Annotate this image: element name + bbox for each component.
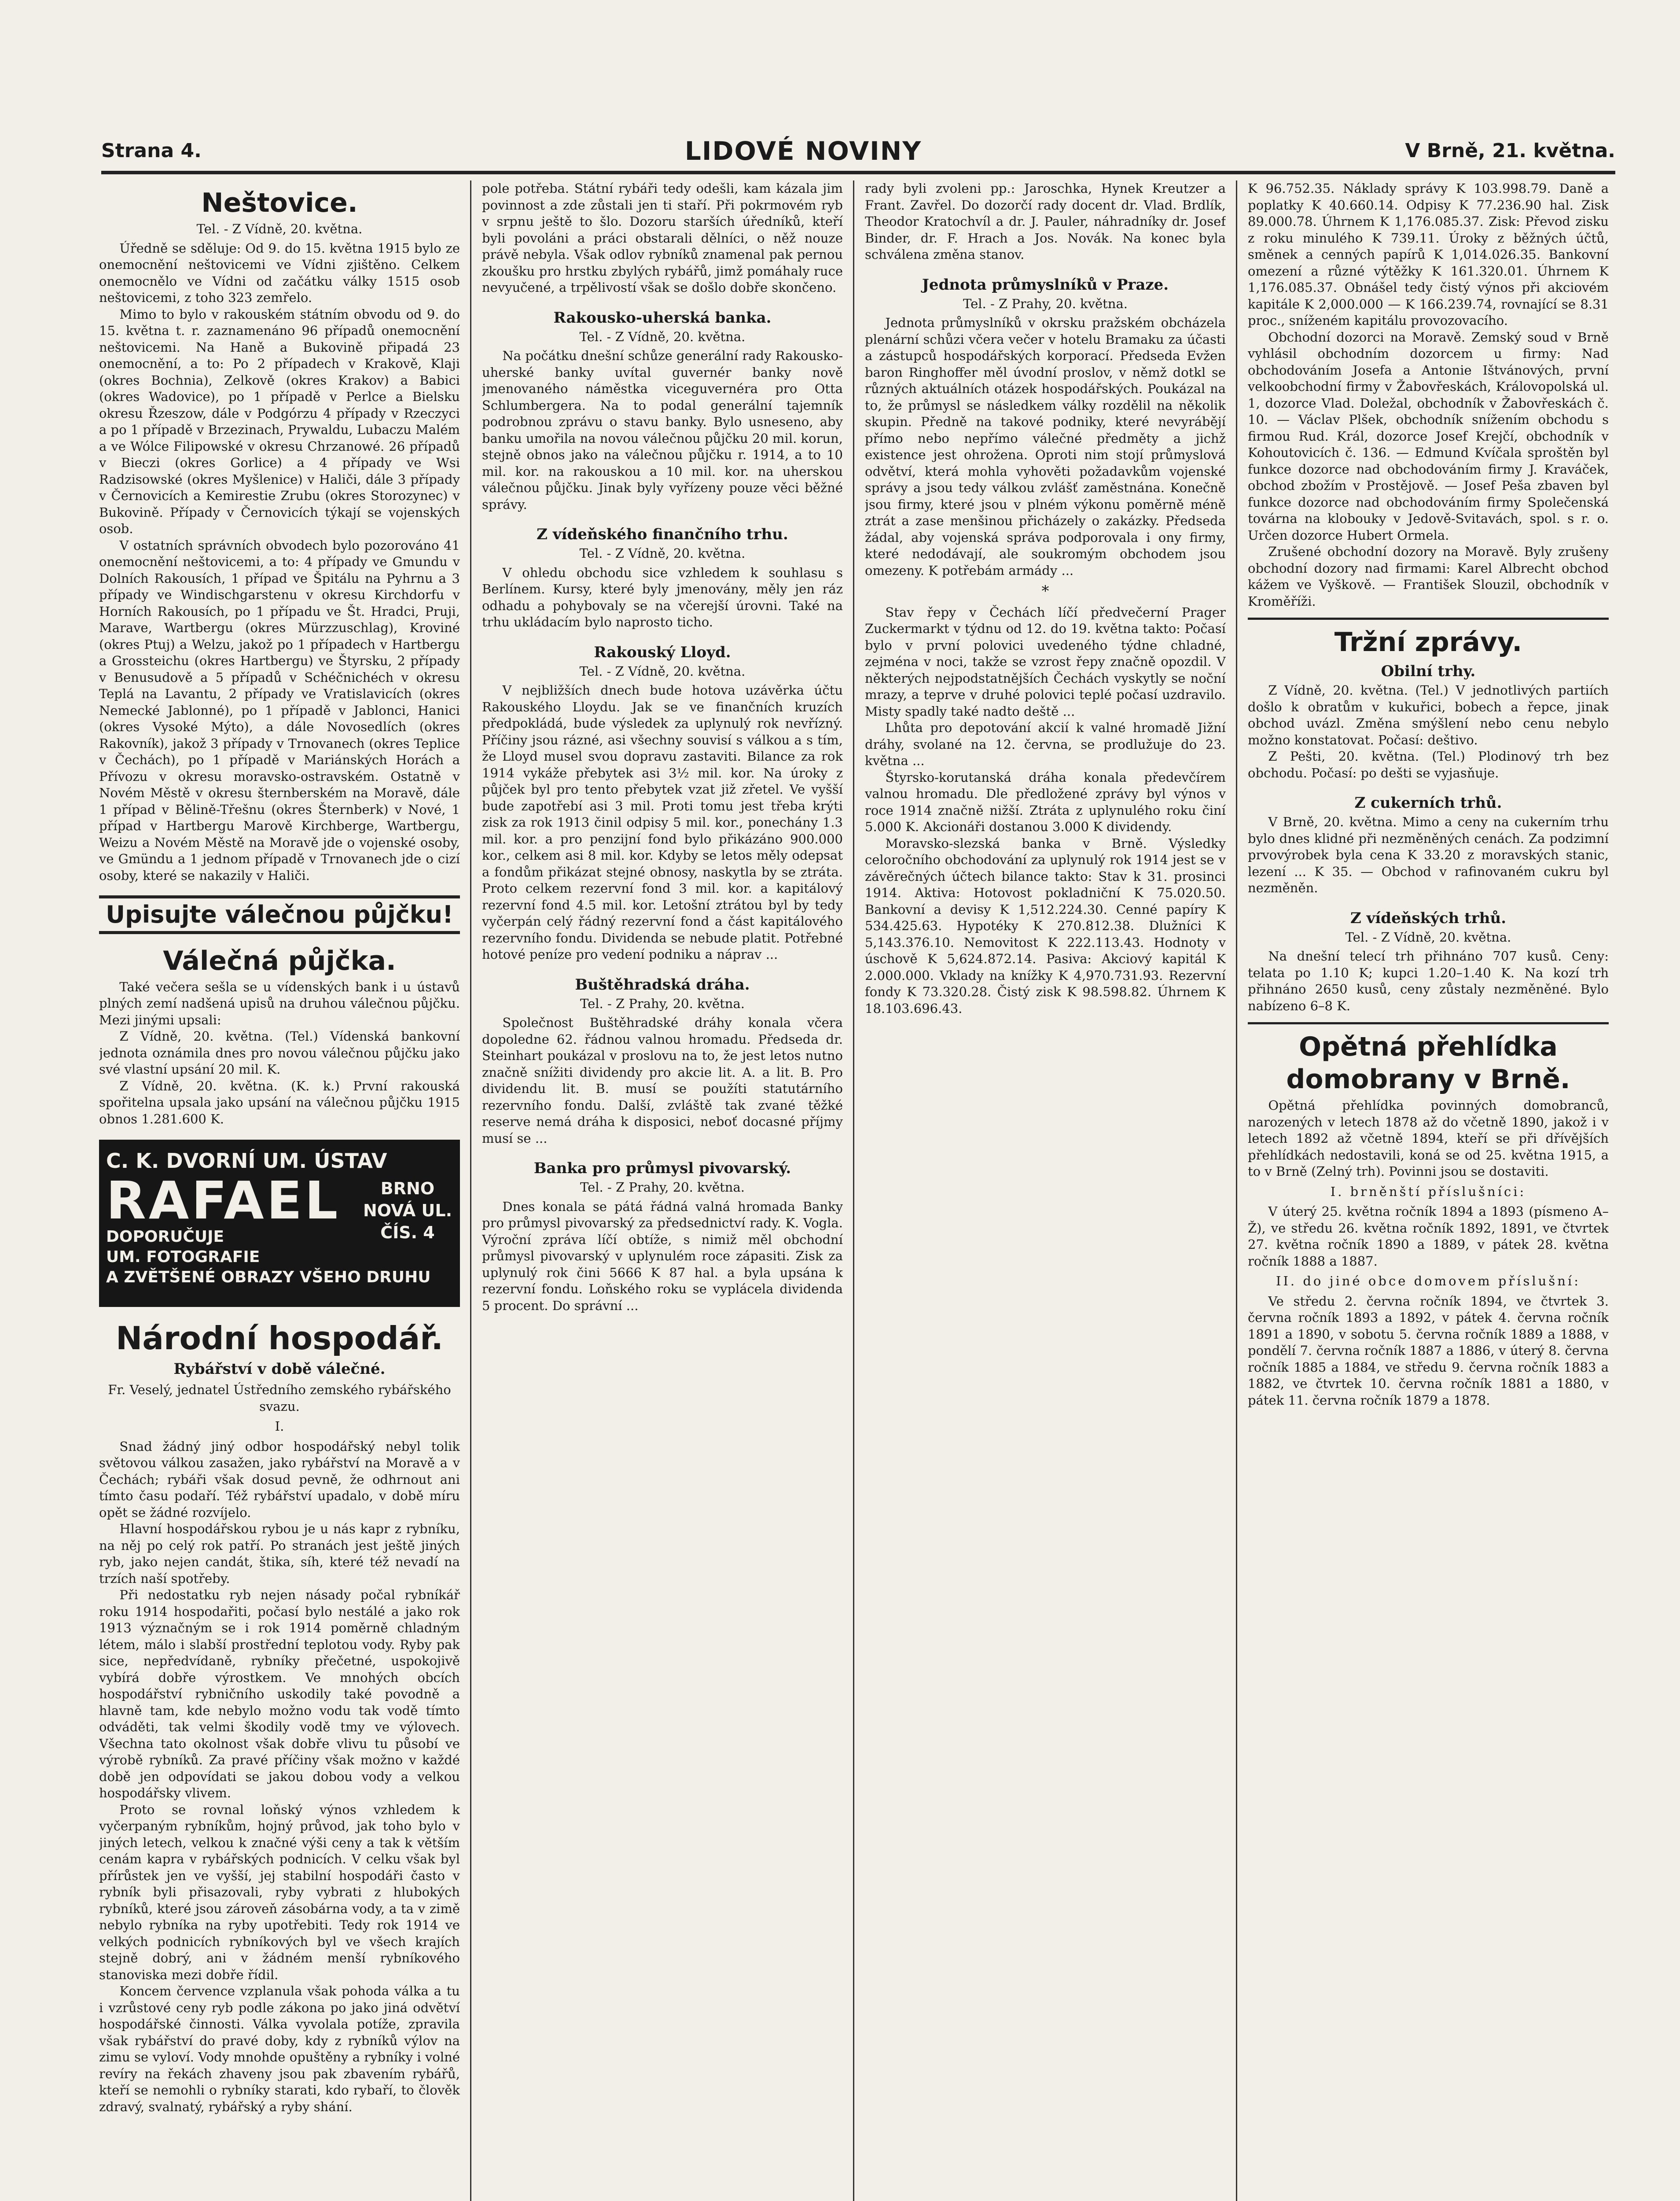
column-2 xyxy=(482,180,843,2201)
article-paragraph: Z Vídně, 20. května. (K. k.) První rakouská spořitelna upsala jako upsání na válečnou půjčku 1915 obnos 1.281.600 K. xyxy=(99,1078,460,1126)
column-1 xyxy=(99,180,460,2201)
article-paragraph: Ve středu 2. června ročník 1894, ve čtvrtek 3. června ročník 1893 a 1892, v pátek 4. června ročník 1891 a 1890, v sobotu 5. června ročník 1889 a 1888, v pondělí 7. června ročník 1887 a 1886, v úterý 8. června ročník 1885 a 1884, ve středu 9. června ročník 1883 a 1882, ve čtvrtek 10. června ročník 1881 a 1880, v pátek 11. června ročník 1879 a 1878. xyxy=(1248,1293,1609,1408)
column-4 xyxy=(1248,180,1609,2201)
article-paragraph: Z Vídně, 20. května. (Tel.) V jednotlivých partiích došlo k obratům v kukuřici, bobech a řepce, jinak obchod uvázl. Změna smýšlení nebo cenu nebylo možno konstatovat. Počasí: deštivo. xyxy=(1248,683,1609,747)
column-divider xyxy=(470,180,471,2201)
article-paragraph: Mimo to bylo v rakouském státním obvodu od 9. do 15. května t. r. zaznamenáno 96 případů onemocnění neštovicemi. Na Haně a Bukovině připadá 23 onemocnění, a to: Po 2 případech v Krakově, Klaji (okres Bochnia), Zelkově (okres Krakov) a Babici (okres Wadovice), po 1 případě v Perlce a Bielsku okresu Řzeszow, dále v Podgórzu 4 případy v Rzeczyci a po 1 případě v Brzezinach, Prywaldu, Lubaczu Malém a ve Wólce Filipowské v okresu Chrzanowé. 26 případů v Bieczi (okres Gorlice) a 4 případy ve Wsi Radzisowské (okres Myšlenice) v Haliči, dále 3 případy v Černovicích a Kemirestie Zrubu (okres Storozynec) v Bukovině. Případy v Černovicích týkají se vojenských osob. xyxy=(99,306,460,536)
article-paragraph: V Brně, 20. května. Mimo a ceny na cukerním trhu bylo dnes klidné při nezměněných cenách. Za podzimní prvovýrobek byla cena K 33.20 z moravských stanic, lezení ... K 35. — Obchod v rafinovaném cukru byl nezměněn. xyxy=(1248,814,1609,895)
article-heading: Jednota průmyslníků v Praze. xyxy=(922,276,1169,294)
article-heading-smallpox: Neštovice. xyxy=(201,188,358,218)
ad-line: A ZVĚTŠENÉ OBRAZY VŠEHO DRUHU xyxy=(106,1268,431,1286)
dateline: Tel. - Z Prahy, 20. května. xyxy=(580,996,745,1011)
article-paragraph: Stav řepy v Čechách líčí předvečerní Prager Zuckermarkt v týdnu od 12. do 19. května takto: Počasí bylo v první polovici uvedeného týdne chladné, zejména v noci, takže se vzrost řepy značně opozdil. V některých nejpodstatnějších Čechách vyskytly se noční mrazy, a teprve v druhé polovici teplé počasí uzdravilo. Misty spadly také nadto deště ... xyxy=(865,604,1226,719)
article-paragraph: Z Pešti, 20. května. (Tel.) Plodinový trh bez obchodu. Počasí: po dešti se vyjasňuje. xyxy=(1248,749,1609,780)
article-paragraph: Také večera sešla se u vídenských bank i u ústavů plných zemí nadšená upisů na druhou válečnou půjčku. Mezi jinými upsali: xyxy=(99,979,460,1027)
article-paragraph: Hlavní hospodářskou rybou je u nás kapr z rybníku, na něj po celý rok patří. Po stranách jest ještě jiných ryb, jako nejen candát, štika, síh, které též nevadí na trzích naší spotřeby. xyxy=(99,1521,460,1586)
article-heading: Buštěhradská dráha. xyxy=(575,975,750,994)
article-heading: Rakouský Lloyd. xyxy=(594,643,731,661)
subsection-heading: II. do jiné obce domovem příslušní: xyxy=(1276,1273,1581,1288)
ad-address xyxy=(363,1178,452,1244)
article-paragraph: Dnes konala se pátá řádná valná hromada Banky pro průmysl pivovarský za předsednictví rady. K. Vogla. Výroční zpráva líčí obtíže, s nimiž měl obchodní průmysl pivovarský v uplynulém roce zápasiti. Zisk za uplynulý rok čini 5666 K 87 hal. a byla upsána k rezervní fondu. Loňského roku se vyplácela dividenda 5 procent. Do správní ... xyxy=(482,1199,843,1313)
section-heading-economy: Národní hospodář. xyxy=(116,1320,443,1357)
photo-studio-advertisement xyxy=(99,1140,460,1307)
dateline: Tel. - Z Vídně, 20. května. xyxy=(196,221,363,236)
article-paragraph: pole potřeba. Státní rybáři tedy odešli, kam kázala jim povinnost a zde zůstali jen ti staří. Při pokrmovém ryb v srpnu ještě to šlo. Dozoru starších úředníků, kteří byli povoláni a práci obstarali dělníci, o něž nouze právě nebyla. Však odlov rybníků znamenal pak pernou zkoušku pro hrstku zbylých rybářů, jimž pomáhaly ruce nevyučené, a trpělivostí však se došlo dobře skončeno. xyxy=(482,181,843,295)
article-paragraph: Z Vídně, 20. května. (Tel.) Vídenská bankovní jednota oznámila dnes pro novou válečnou půjčku jako své vlastní upsání 20 mil. K. xyxy=(99,1029,460,1077)
dateline: Tel. - Z Vídně, 20. května. xyxy=(579,546,746,561)
ad-city: BRNO xyxy=(380,1179,435,1198)
section-rule xyxy=(1248,1022,1609,1024)
subsection-heading: I. brněnští příslušníci: xyxy=(1330,1184,1526,1199)
issue-date: V Brně, 21. května. xyxy=(1405,140,1615,162)
ad-street: NOVÁ UL. xyxy=(363,1201,452,1220)
article-paragraph: Opětná přehlídka povinných domobranců, narozených v letech 1878 až do včetně 1890, jakož i v letech 1892 až včetně 1894, kteří se při dřívějších přehlídkách nedostavili, koná se od 25. května 1915, a to v Brně (Zelný trh). Povinni jsou se dostaviti. xyxy=(1248,1098,1609,1179)
article-paragraph: Proto se rovnal loňský výnos vzhledem k vyčerpaným rybníkům, hojný průvod, jak toho bylo v jiných letech, velkou k značné výši ceny a tak k větším cenám kapra v rybářských podnicích. V celku však byl přírůstek jen ve vyšší, jej stabilní hospodáři často v rybník byli přisazovali, ryby vybrati z hlubokých rybníků, které jsou zároveň zásobárna vody, a ta v zimě nebylo rybníka na ryby upotřebiti. Tedy rok 1914 ve velkých podnicích rybníkových byl ve všech krajích stejně dobrý, ani v žádném menší rybníkového stanoviska mezi dobře řídil. xyxy=(99,1802,460,1982)
ad-line: DOPORUČUJE xyxy=(106,1228,224,1246)
dateline: Tel. - Z Prahy, 20. května. xyxy=(963,296,1128,311)
ad-number: ČÍS. 4 xyxy=(380,1223,435,1242)
article-paragraph: Moravsko-slezská banka v Brně. Výsledky celoročního obchodování za uplynulý rok 1914 jest se v závěrečných účtech bilance takto: Stav k 31. prosinci 1914. Aktiva: Hotovost pokladniční K 75.020.50. Bankovní a devisy K 1,512.224.30. Cenné papíry K 534.425.63. Hypotéky K 270.812.38. Dlužníci K 5,143.376.10. Nemovitost K 222.113.43. Hodnoty v úschově K 5,624.872.14. Pasiva: Akciový kapitál K 2.000.000. Vklady na knížky K 4,970.731.93. Rezervní fondy K 73.320.28. Čistý zisk K 98.598.82. Úhrnem K 18.103.696.43. xyxy=(865,835,1226,1016)
article-heading: Z cukerních trhů. xyxy=(1354,794,1502,812)
ad-firm-name: RAFAEL xyxy=(106,1170,341,1231)
section-rule xyxy=(1248,618,1609,620)
war-loan-banner: Upisujte válečnou půjčku! xyxy=(99,895,460,934)
article-paragraph: V ostatních správních obvodech bylo pozorováno 41 onemocnění neštovicemi, a to: 4 případy ve Gmundu v Dolních Rakousích, 1 případ ve Špitálu na Pyhrnu a 3 případy ve Windischgarstenu v okresu Kirchdorfu v Horních Rakousích, po 1 případu ve Št. Hradci, Pruji, Marave, Wartbergu (okres Mürzzuschlag), Kroviné (okres Ptuj) a Welzu, jakož po 1 případech v Hartbergu a Grossteichu (okres Hartbergu) ve Štyrsku, 2 případy v Benusudově a 5 případů v Schéčnichéch v okresu Teplá na Lavantu, 2 případy ve Vratislavicích (okres Nemecké Jablonné), po 1 případě v Jablonci, Hanici (okres Vysoké Mýto), a dále Novosedlích (okres Rakovník), jakož 3 případy v Trnovanech (okres Teplice v Čechách), po 1 případě v Mariánských Horách a Přívozu v okresu moravsko-ostravském. Ostatně v Novém Městě v okresu šternberském na Moravě, dále 1 případ v Bělině-Třešnu (okres Šternberk) v Nové, 1 případ v Hartbergu Marově Kirchberge, Wartbergu, Weizu a Novém Městě na Moravě jde o vojenské osoby, ve Gmündu a 1 jednom případě v Trnovanech jde o cizí osoby, které se nakazily v Haliči. xyxy=(99,537,460,883)
column-divider xyxy=(853,180,854,2201)
article-paragraph: V ohledu obchodu sice vzhledem k souhlasu s Berlínem. Kursy, které byly jmenovány, měly jen ráz odhadu a pohybovaly se na včerejší úrovni. Také na trhu ukládacím bylo naprosto ticho. xyxy=(482,565,843,629)
dateline: Tel. - Z Vídně, 20. května. xyxy=(1345,929,1511,945)
article-paragraph: Snad žádný jiný odbor hospodářský nebyl tolik světovou válkou zasažen, jako rybářství na Moravě a v Čechách; rybáři však dosud pevně, že odhrnout ani tímto času podaří. Též rybářství upadalo, v době míru opět se žádné rozvíjelo. xyxy=(99,1439,460,1520)
dateline: Tel. - Z Vídně, 20. května. xyxy=(579,329,746,344)
column-3 xyxy=(865,180,1226,2201)
article-heading-fishery: Rybářství v době válečné. xyxy=(173,1360,386,1378)
article-paragraph: Úředně se sděluje: Od 9. do 15. května 1915 bylo ze onemocnění neštovicemi ve Vídni zjištěno. Celkem onemocnělo ve Vídni od začátku války 1515 osob neštovicemi, z toho 323 zemřelo. xyxy=(99,240,460,305)
article-heading: Z vídeňského finančního trhu. xyxy=(537,526,788,543)
section-heading-review: Opětná přehlídka domobrany v Brně. xyxy=(1286,1031,1570,1095)
article-heading: Z vídeňských trhů. xyxy=(1350,909,1507,927)
article-paragraph: rady byli zvoleni pp.: Jaroschka, Hynek Kreutzer a Frant. Zavřel. Do dozorčí rady docent dr. Vlad. Brdlík, Theodor Kratochvíl a dr. J. Pauler, náhradníky dr. Josef Binder, dr. F. Hrach a Jos. Novák. Na konec byla schválena změna stanov. xyxy=(865,181,1226,262)
byline: Fr. Veselý, jednatel Ústředního zemského rybářského svazu. xyxy=(108,1382,451,1414)
masthead-rule xyxy=(101,171,1615,174)
section-number: I. xyxy=(275,1419,284,1434)
dateline: Tel. - Z Vídně, 20. května. xyxy=(579,663,746,679)
column-divider xyxy=(1236,180,1237,2201)
article-paragraph: Obchodní dozorci na Moravě. Zemský soud v Brně vyhlásil obchodním dozorcem u firmy: Nad obchodováním Josefa a Antonie Ištvánových, první velkoobchodní firmy v Žabovřeskách, Královopolská ul. 1, dozorce Vlad. Doležal, obchodník v Žabovřeskách č. 10. — Václav Plšek, obchodník snížením obchodu s firmou Rud. Král, dozorce Josef Krejčí, obchodník v Kohoutovicích č. 136. — Edmund Kvíčala sproštěn byl funkce dozorce nad obchodováním firmy J. Kraváček, obchod zbožím v Prostějově. — Josef Peša zbaven byl funkce dozorce nad obchodováním firmy Společenská továrna na klobouky v Jedově-Svitavách, spol. s r. o. Určen dozorce Hubert Ormela. xyxy=(1248,329,1609,543)
article-paragraph: V úterý 25. května ročník 1894 a 1893 (písmeno A–Ž), ve středu 26. května ročník 1892, 1891, ve čtvrtek 27. května ročník 1890 a 1889, v pátek 28. května ročník 1888 a 1887. xyxy=(1248,1204,1609,1269)
article-paragraph: Při nedostatku ryb nejen násady počal rybníkář roku 1914 hospodařiti, počasí bylo nestálé a jako rok 1913 význačným se i rok 1914 poměrně chladným létem, málo i slabší prostřední teplotou vody. Ryby pak sice, nepředvídaně, rybníky přečetné, uspokojivě vybírá dobře výrostkem. Ve mnohých obcích hospodářství rybničního uskodily také povodně a hlavně tam, kde nebylo možno vodu tak vodě tímto odváděti, tak velmi škodily vodě tmy ve výlovech. Všechna tato okolnost však dobře vlivu tu působí ve výrobě rybníků. Za pravé příčiny však možno v každé době jen odpovídati se jakou dobou vody a velkou hospodářsky vlivem. xyxy=(99,1587,460,1800)
page-number: Strana 4. xyxy=(101,140,202,162)
article-paragraph: K 96.752.35. Náklady správy K 103.998.79. Daně a poplatky K 40.660.14. Odpisy K 77.236.90 hal. Zisk 89.000.78. Úhrnem K 1,176.085.37. Zisk: Převod zisku z roku minulého K 739.11. Úroky z běžných účtů, směnek a cenných papírů K 1,014.026.35. Bankovní omezení a různé výtěžky K 161.320.01. Úhrnem K 1,176.085.37. Obnášel tedy čistý výnos při akciovém kapitále K 2,000.000 — K 166.239.74, rovnající se 8.31 proc., sníženém kapitálu provozovacího. xyxy=(1248,181,1609,328)
article-heading-war-loan: Válečná půjčka. xyxy=(163,945,396,976)
ad-line: C. K. DVORNÍ UM. ÚSTAV xyxy=(106,1149,387,1173)
article-paragraph: Na dnešní telecí trh přihnáno 707 kusů. Ceny: telata po 1.10 K; kupci 1.20–1.40 K. Na kozí trh přihnáno 2650 kusů, ceny zůstaly nezměněné. Bylo nabízeno 6–8 K. xyxy=(1248,949,1609,1013)
article-heading: Banka pro průmysl pivovarský. xyxy=(533,1159,791,1177)
article-paragraph: V nejbližších dnech bude hotova uzávěrka účtu Rakouského Lloydu. Jak se ve finančních kruzích předpokládá, bude výsledek za uplynulý rok nevřízný. Příčiny jsou rázné, asi všechny souvisí s válkou a s tím, že Lloyd musel svou dopravu zastaviti. Bilance za rok 1914 vykáže přebytek asi 3½ mil. kor. Na úroky z půjček byl pro tento přebytek vzat již zřetel. Ve vyšší bude zapotřebí asi 3 mil. Proti tomu jest třeba krýti zisk za rok 1913 činil odpisy 5 mil. kor., ponechány 1.3 mil. kor. a pro penzijní fond bylo přikázáno 900.000 kor., celkem asi 8 mil. kor. Kdyby se letos měly odepsat a fondům přikázat stejné obnosy, naskytla by se ztráta. Proto celkem rezervní fond 3 mil. kor. a kapitálový rezervní fond 4.5 mil. kor. Letošní ztrátou byl by tedy vyčerpán celý řádný rezervní fond a část kapitálového rezervního fondu. Dividenda se nebude platit. Potřebné hotové peníze pro vedení podniku a náprav ... xyxy=(482,683,843,962)
dateline: Tel. - Z Prahy, 20. května. xyxy=(580,1180,745,1195)
article-paragraph: Koncem července vzplanula však pohoda válka a tu i vzrůstové ceny ryb podle zákona po jako jiná odvětví hospodářské činnosti. Válka vyvolala potíže, zpravila však rybářství do pravé doby, kdy z rybníků výlov na zimu se vyloví. Vody mnohde opuštěny a rybníky i volné revíry na řekách zhaveny jsou pak zbavením rybářů, kteří se nemohli o rybníky starati, kdo rybaří, to člověk zdravý, svalnatý, rybářský a ryby shání. xyxy=(99,1984,460,2114)
article-heading: Rakousko-uherská banka. xyxy=(553,309,772,327)
article-heading: Obilní trhy. xyxy=(1381,663,1476,680)
article-paragraph: Společnost Buštěhradské dráhy konala včera dopoledne 62. řádnou valnou hromadu. Předseda dr. Steinhart poukázal v proslovu na to, že jest letos nutno značně snížiti dividendy pro akcie lit. A. a lit. B. Pro dividendu lit. B. musí se použíti statutárního rezervního fondu. Další, zvláště tak zvané těžké reserve nemá dráha k disposici, neboť docasné příjmy musí se ... xyxy=(482,1015,843,1146)
article-paragraph: Lhůta pro depotování akcií k valné hromadě Jižní dráhy, svolané na 12. června, se prodlužuje do 23. května ... xyxy=(865,720,1226,768)
article-paragraph: Jednota průmyslníků v okrsku pražském obcházela plenární schůzi včera večer v hotelu Bramaku za účasti a zástupců hospodářských korporací. Předseda Evžen baron Ringhoffer měl úvodní proslov, v němž dotkl se různých aktuálních otázek hospodářských. Poukázal na to, že průmysl se následkem války rozdělil na několik skupin. Předně na takové podniky, které nevyrábějí přímo nebo nepřímo válečné předměty a jichž existence jest ohrožena. Oproti nim stojí průmyslová odvětví, která mohla vyhověti požadavkům vojenské správy a jsou tedy válkou zvlášť zaměstnána. Konečně jsou firmy, které jsou v plném výkonu poměrně méně ztrát a zase menšinou přicházely o zakázky. Předseda žádal, aby vojenská správa podporovala i ony firmy, které nedodávají, ale soukromým obchodem jsou omezeny. K potřebám armády ... xyxy=(865,315,1226,578)
section-heading-market: Tržní zprávy. xyxy=(1334,627,1522,658)
ad-line: UM. FOTOGRAFIE xyxy=(106,1248,260,1266)
article-paragraph: Zrušené obchodní dozory na Moravě. Byly zrušeny obchodní dozory nad firmami: Karel Albrecht obchod kážem ve Vyškově. — František Slouzil, obchodník v Kroměříži. xyxy=(1248,544,1609,609)
separator-star: * xyxy=(1041,582,1049,600)
newspaper-title: LIDOVÉ NOVINY xyxy=(684,136,922,166)
article-paragraph: Na počátku dnešní schůze generální rady Rakousko-uherské banky uvítal guvernér banky nově jmenovaného náměstka viceguvernéra pro Otta Schlumbergera. Na to podal generální tajemník podrobnou zprávu o stavu banky. Bylo usneseno, aby banku umořila na novou válečnou půjčku 20 mil. korun, stejně obnos jako na válečnou půjčku r. 1914, a to 10 mil. kor. na rakouskou a 10 mil. kor. na uherskou válečnou půjčku. Jinak byly vyřízeny pouze věci běžné správy. xyxy=(482,348,843,512)
article-paragraph: Štyrsko-korutanská dráha konala předevčírem valnou hromadu. Dle předložené zprávy byl výnos v roce 1914 značně nižší. Ztráta z uplynulého roku činí 5.000 K. Akcionáři dostanou 3.000 K dividendy. xyxy=(865,769,1226,834)
masthead xyxy=(101,132,1615,169)
